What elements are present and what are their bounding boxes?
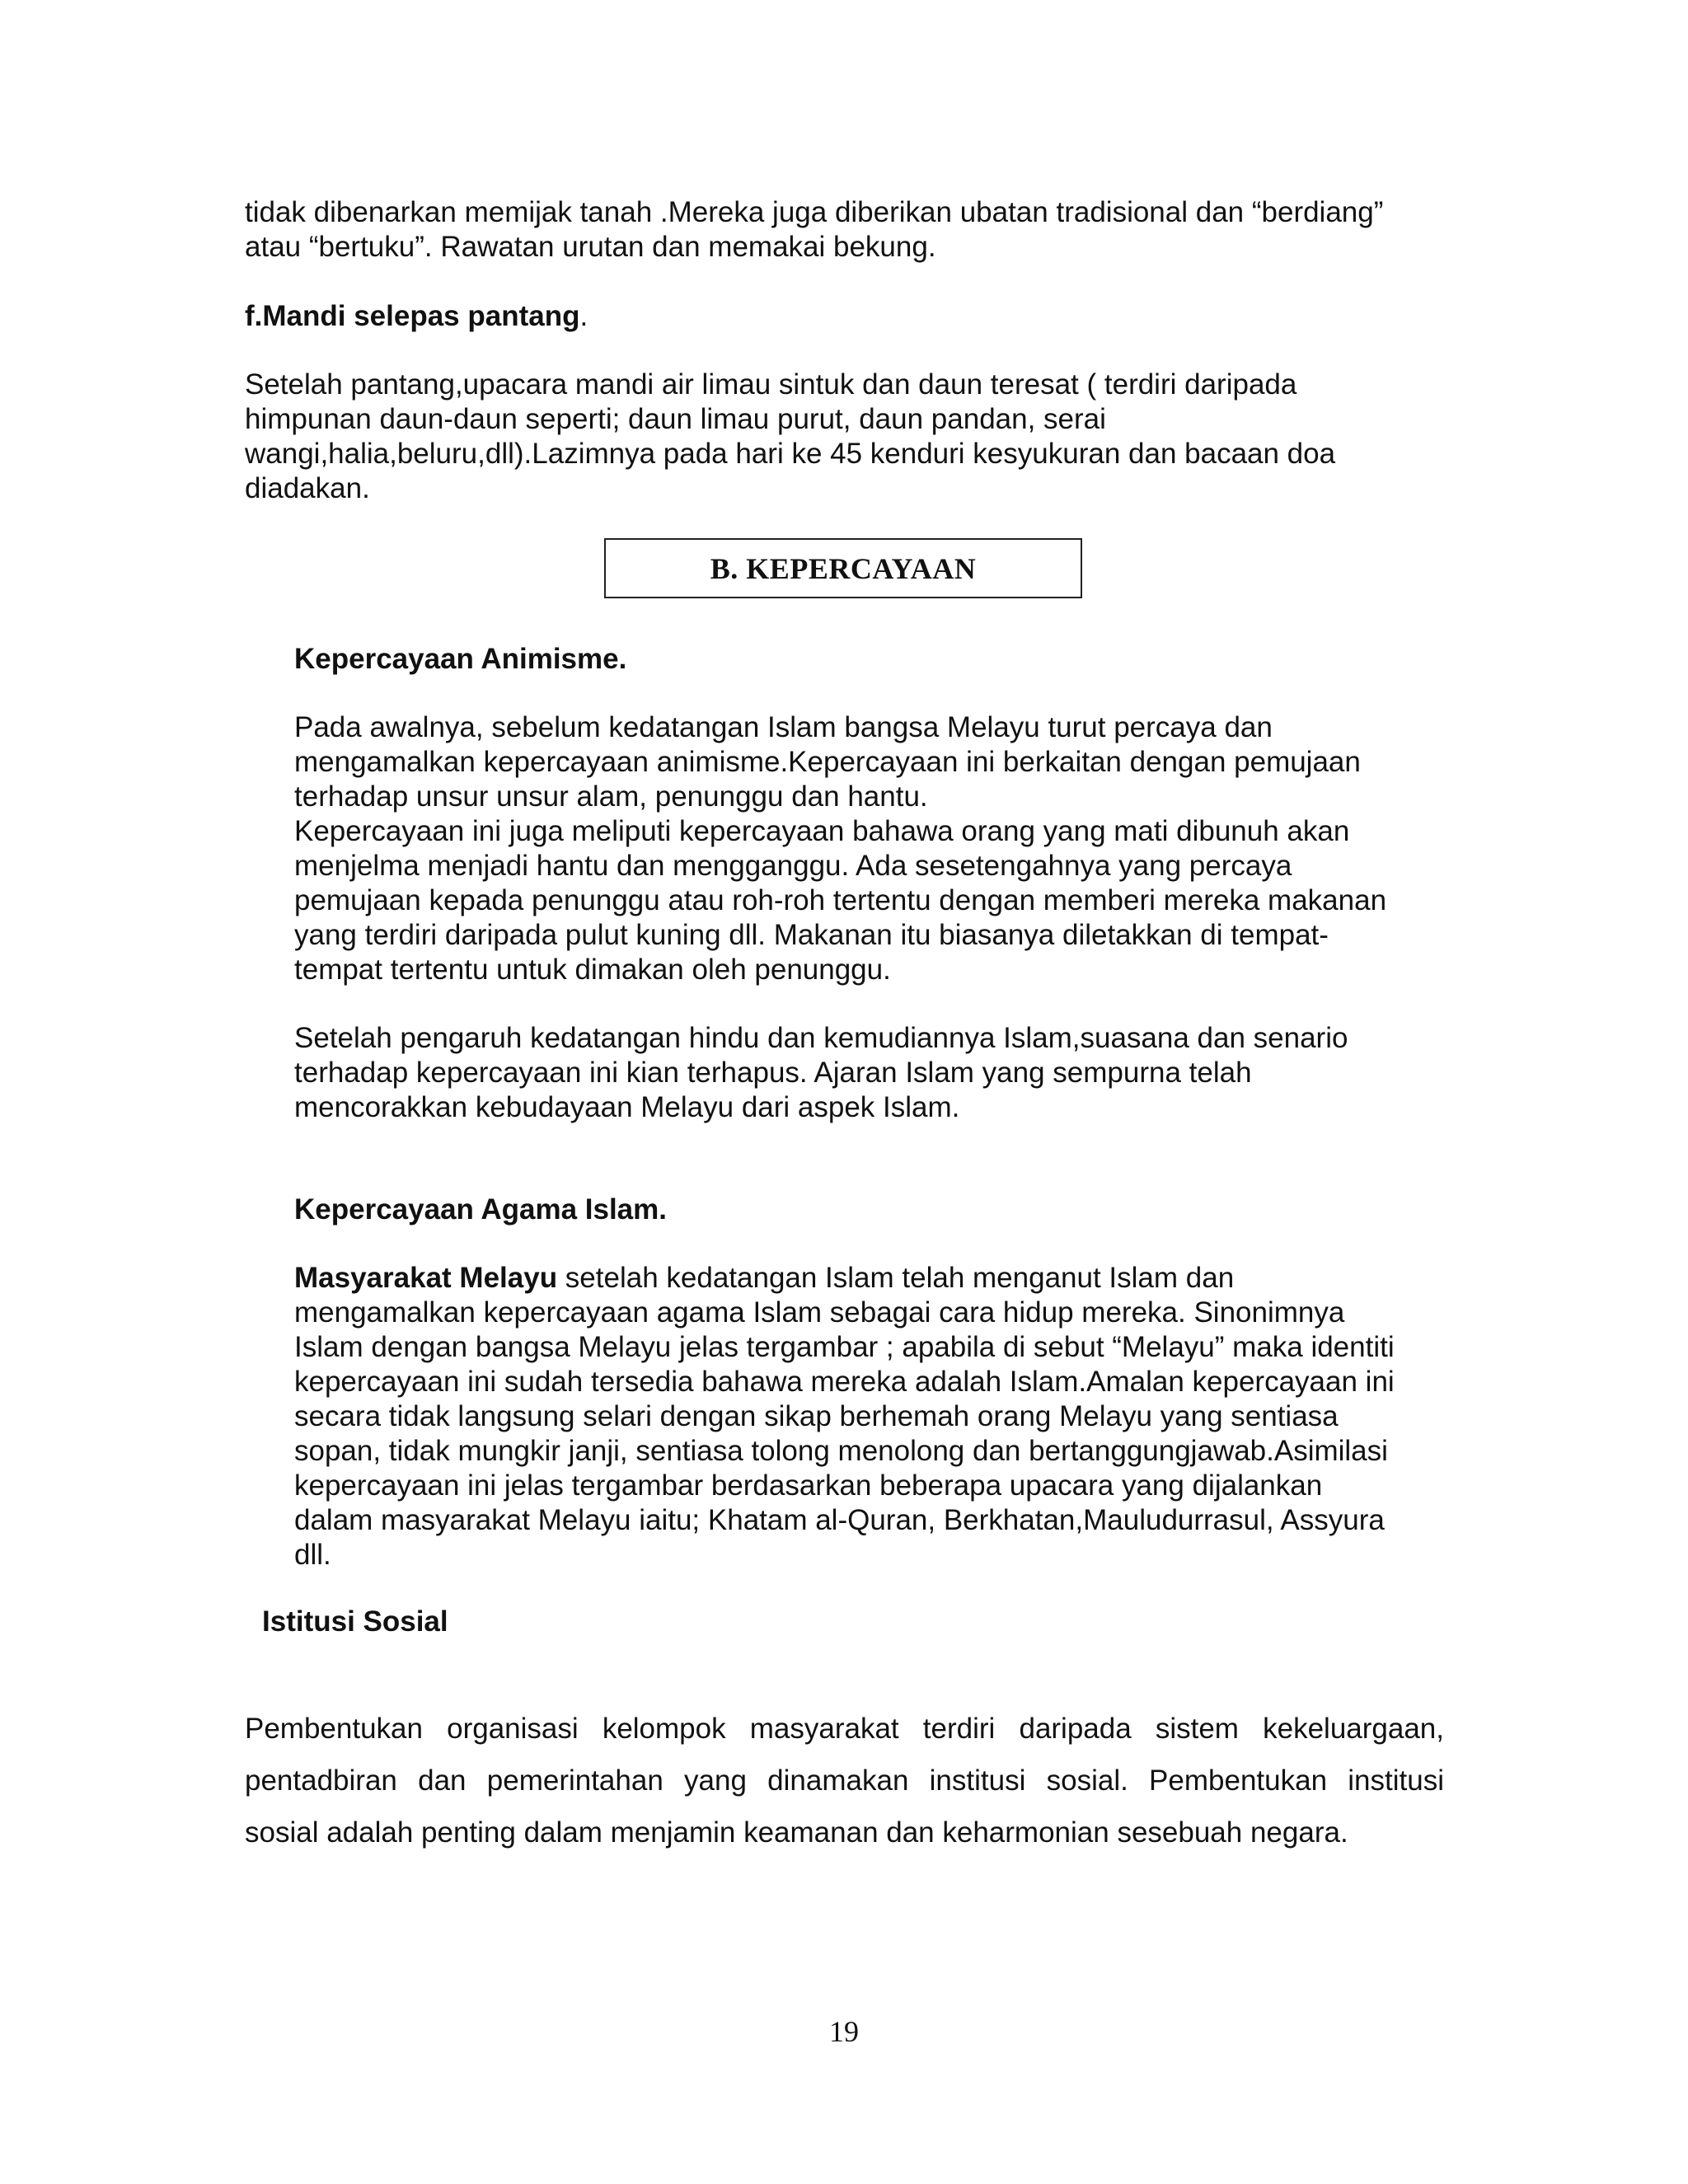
subheading-animisme: Kepercayaan Animisme. xyxy=(294,643,627,675)
paragraph-animisme-2: Setelah pengaruh kedatangan hindu dan kemudiannya Islam,suasana dan senario terhadap kepercayaan ini kian terhapus. Ajaran Islam yang sempurna telah mencorakkan kebudayaan Melayu dari aspek Islam. xyxy=(294,1022,1348,1123)
paragraph-continuation: tidak dibenarkan memijak tanah .Mereka juga diberikan ubatan tradisional dan “berdiang” atau “bertuku”. Rawatan urutan dan memakai bekung. xyxy=(245,196,1384,263)
subheading-mandi-text: f.Mandi selepas pantang xyxy=(245,300,580,332)
subheading-mandi-period: . xyxy=(579,300,588,332)
paragraph-islam-body: setelah kedatangan Islam telah menganut Islam dan mengamalkan kepercayaan agama Islam sebagai cara hidup mereka. Sinonimnya Islam dengan bangsa Melayu jelas tergambar ; apabila di sebut “Melayu” maka identiti kepercayaan ini sudah tersedia bahawa mereka adalah Islam.Amalan kepercayaan ini secara tidak langsung selari dengan sikap berhemah orang Melayu yang sentiasa sopan, tidak mungkir janji, sentiasa tolong menolong dan bertanggungjawab.Asimilasi kepercayaan ini jelas tergambar berdasarkan beberapa upacara yang dijalankan dalam masyarakat Melayu iaitu; Khatam al-Quran, Berkhatan,Mauludurrasul, Assyura dll. xyxy=(294,1262,1395,1571)
subheading-mandi-selepas-pantang xyxy=(245,299,588,334)
subheading-agama-islam: Kepercayaan Agama Islam. xyxy=(294,1193,667,1226)
paragraph-mandi: Setelah pantang,upacara mandi air limau sintuk dan daun teresat ( terdiri daripada himpunan daun-daun seperti; daun limau purut, daun pandan, serai wangi,halia,beluru,dll).Lazimnya pada hari ke 45 kenduri kesyukuran dan bacaan doa diadakan. xyxy=(245,368,1336,504)
page-number: 19 xyxy=(829,2015,859,2048)
subheading-istitusi-sosial: Istitusi Sosial xyxy=(262,1605,448,1638)
paragraph-animisme-1: Pada awalnya, sebelum kedatangan Islam bangsa Melayu turut percaya dan mengamalkan kepercayaan animisme.Kepercayaan ini berkaitan dengan pemujaan terhadap unsur unsur alam, penunggu dan hantu. Kepercayaan ini juga meliputi kepercayaan bahawa orang yang mati dibunuh akan menjelma menjadi hantu dan mengganggu. Ada sesetengahnya yang percaya pemujaan kepada penunggu atau roh-roh tertentu dengan memberi mereka makanan yang terdiri daripada pulut kuning dll. Makanan itu biasanya diletakkan di tempat- tempat tertentu untuk dimakan oleh penunggu. xyxy=(294,711,1387,986)
paragraph-islam-lead: Masyarakat Melayu xyxy=(294,1262,558,1294)
section-title-box xyxy=(604,538,1082,598)
section-title: B. KEPERCAYAAN xyxy=(710,551,977,585)
paragraph-agama-islam xyxy=(294,1261,1489,1572)
paragraph-sosial-last-line: sosial adalah penting dalam menjamin keamanan dan keharmonian sesebuah negara. xyxy=(245,1816,1348,1849)
paragraph-sosial-justified: Pembentukan organisasi kelompok masyarakat terdiri daripada sistem kekeluargaan, pentadbiran dan pemerintahan yang dinamakan institusi sosial. Pembentukan institusi xyxy=(245,1713,1444,1797)
